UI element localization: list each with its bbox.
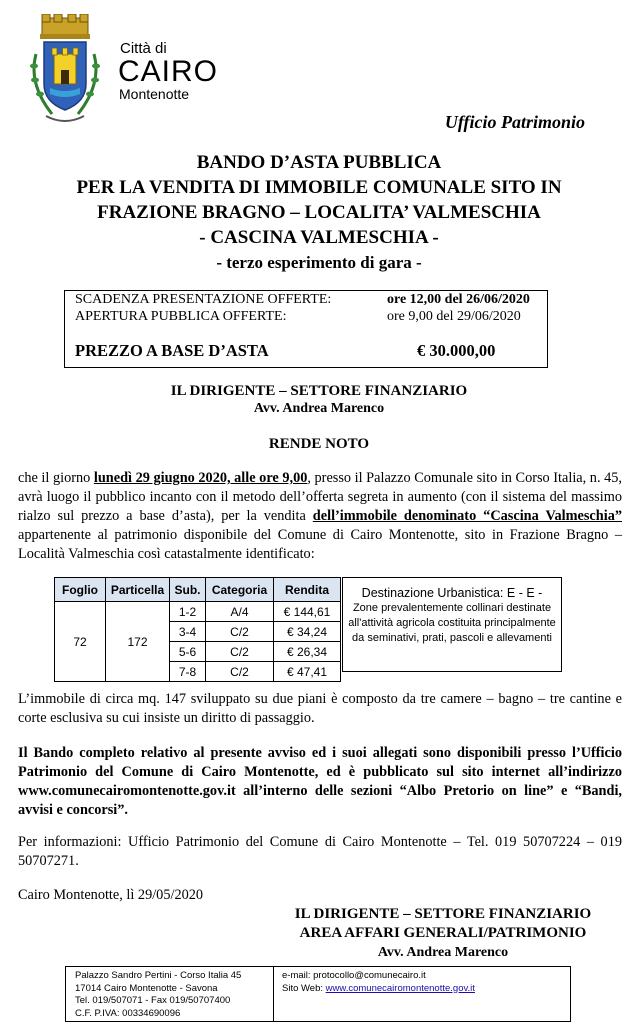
auction-date: lunedì 29 giugno 2020, alle ore 9,00: [93, 470, 308, 486]
foglio-cell: 72: [55, 602, 106, 682]
footer-divider: [273, 967, 274, 1021]
city-suffix: Montenotte: [119, 86, 190, 102]
issuer-name: Avv. Andrea Marenco: [253, 401, 385, 416]
sub-cell: 7-8: [170, 662, 206, 682]
footer-box: [65, 966, 571, 1022]
categoria-cell: A/4: [206, 602, 274, 622]
notice-heading: RENDE NOTO: [268, 436, 370, 452]
signature-line: AREA AFFARI GENERALI/PATRIMONIO: [299, 925, 587, 941]
title-line: FRAZIONE BRAGNO – LOCALITA’ VALMESCHIA: [97, 202, 541, 223]
column-header: Sub.: [170, 578, 206, 602]
title-line: - terzo esperimento di gara -: [216, 253, 422, 272]
column-header: Foglio: [55, 578, 106, 602]
sub-cell: 3-4: [170, 622, 206, 642]
footer-line: Palazzo Sandro Pertini - Corso Italia 45: [75, 970, 242, 981]
destination-text: Zone prevalentemente collinari destinate all'attività agricola costituita principalmente da seminativi, prati, pascoli e allevamenti: [348, 602, 556, 644]
intro-text: , presso il Palazzo Comunale sito in Corso Italia, n. 45, avrà luogo il pubblico incanto con il metodo dell’offerta segreta in aumento (con il sistema del massimo rialzo sul prezzo a base d’asta), per la vendita: [18, 470, 622, 524]
footer-line: C.F. P.IVA: 00334690096: [75, 1007, 181, 1019]
signature-line: IL DIRIGENTE – SETTORE FINANZIARIO: [294, 906, 592, 922]
column-header: Rendita: [274, 578, 341, 602]
crown-icon: [40, 14, 90, 39]
document-title: [0, 150, 638, 275]
deadline-value: ore 12,00 del 26/06/2020: [387, 292, 530, 307]
title-line: - CASCINA VALMESCHIA -: [199, 227, 439, 248]
intro-paragraph: [18, 469, 622, 564]
web-label: Sito Web:: [282, 982, 326, 994]
categoria-cell: C/2: [206, 662, 274, 682]
city-name: CAIRO: [118, 55, 219, 88]
table-header-row: [55, 578, 341, 602]
particella-cell: 172: [106, 602, 170, 682]
office-name: Ufficio Patrimonio: [444, 112, 585, 132]
info-paragraph: Per informazioni: Ufficio Patrimonio del Comune di Cairo Montenotte – Tel. 019 50707224 – 019 50707271.: [18, 834, 622, 869]
place-date: Cairo Montenotte, lì 29/05/2020: [18, 887, 204, 903]
urban-destination-box: [342, 577, 562, 672]
rendita-cell: € 144,61: [274, 602, 341, 622]
property-description: L’immobile di circa mq. 147 sviluppato su due piani è composto da tre camere – bagno – tre cantine e corte esclusiva su cui insiste un diritto di passaggio.: [18, 691, 622, 726]
footer-address: [75, 970, 275, 1020]
availability-paragraph: Il Bando completo relativo al presente avviso ed i suoi allegati sono disponibili presso l’Ufficio Patrimonio del Comune di Cairo Montenotte, ed è pubblicato sul sito internet all’indirizzo www.comunecairomontenotte.gov.it all’interno delle sezioni “Albo Pretorio on line” e “Bandi, avvisi e concorsi”.: [18, 745, 622, 818]
website-link[interactable]: www.comunecairomontenotte.gov.it: [325, 982, 475, 994]
price-value: € 30.000,00: [417, 341, 496, 360]
opening-value: ore 9,00 del 29/06/2020: [387, 309, 521, 324]
footer-line: 17014 Cairo Montenotte - Savona: [75, 982, 218, 994]
city-crest-logo: [22, 14, 108, 126]
sub-cell: 1-2: [170, 602, 206, 622]
deadline-label: SCADENZA PRESENTAZIONE OFFERTE:: [75, 292, 332, 307]
categoria-cell: C/2: [206, 642, 274, 662]
column-header: Categoria: [206, 578, 274, 602]
table-row: [55, 602, 341, 622]
cadastre-table: [54, 577, 341, 682]
intro-text: che il giorno: [18, 470, 94, 486]
auction-info-box: [64, 290, 548, 368]
footer-contacts: [282, 970, 567, 995]
signature-block: [250, 905, 636, 962]
property-name: dell’immobile denominato “Cascina Valmeschia”: [312, 508, 622, 524]
footer-line: Tel. 019/507071 - Fax 019/50707400: [75, 995, 231, 1006]
sub-cell: 5-6: [170, 642, 206, 662]
rendita-cell: € 34,24: [274, 622, 341, 642]
shield-icon: [44, 42, 86, 110]
footer-web: [282, 983, 567, 996]
categoria-cell: C/2: [206, 622, 274, 642]
title-line: BANDO D’ASTA PUBBLICA: [196, 152, 442, 173]
footer-email[interactable]: e-mail: protocollo@comunecairo.it: [282, 970, 426, 981]
title-line: PER LA VENDITA DI IMMOBILE COMUNALE SITO IN: [76, 177, 562, 198]
price-label: PREZZO A BASE D’ASTA: [75, 341, 269, 360]
destination-title: Destinazione Urbanistica: E - E -: [361, 586, 543, 600]
signature-line: Avv. Andrea Marenco: [377, 945, 509, 960]
opening-label: APERTURA PUBBLICA OFFERTE:: [75, 309, 287, 324]
column-header: Particella: [106, 578, 170, 602]
issuer-role: IL DIRIGENTE – SETTORE FINANZIARIO: [170, 383, 468, 399]
rendita-cell: € 26,34: [274, 642, 341, 662]
rendita-cell: € 47,41: [274, 662, 341, 682]
intro-text: appartenente al patrimonio disponibile del Comune di Cairo Montenotte, sito in Frazione Bragno – Località Valmeschia così catastalmente identificato:: [18, 527, 622, 562]
city-prefix: Città di: [120, 40, 167, 57]
